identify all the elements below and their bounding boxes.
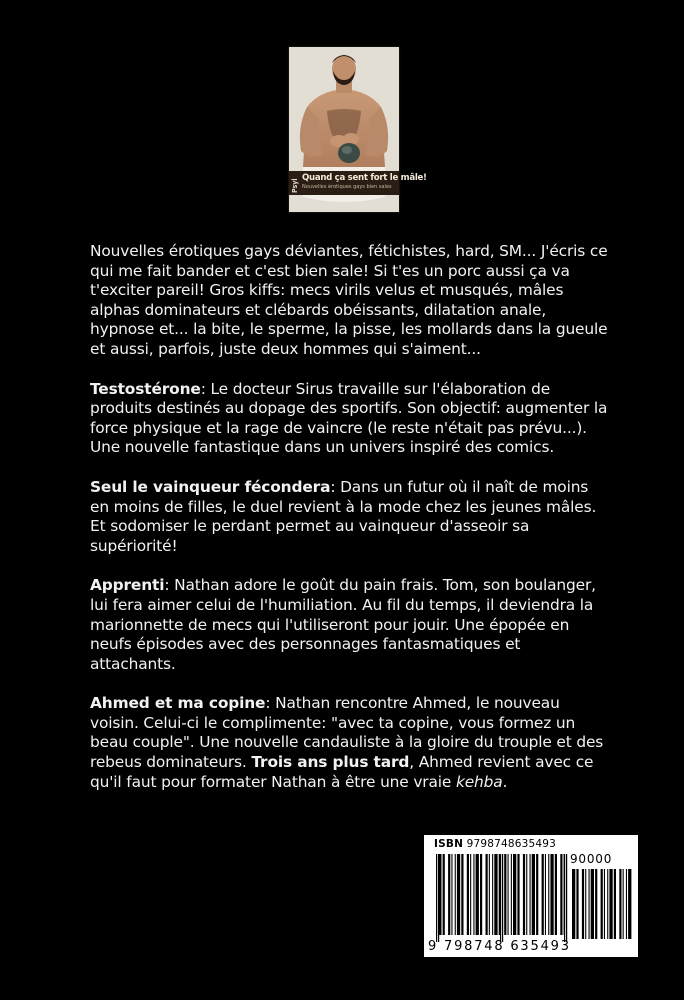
addon-bar [585,869,586,939]
isbn-prefix: ISBN [434,838,464,850]
sequel-title: Trois ans plus tard [251,753,410,772]
addon-bar [572,869,575,939]
story-title: Testostérone [90,379,201,398]
barcode-bar [480,854,482,935]
book-description [90,242,610,812]
barcode-bar [513,854,516,935]
publisher-logo: Psyl [291,178,299,193]
barcode-bar [461,854,463,935]
addon-bar [626,869,627,939]
barcode-guard-bar [502,854,503,942]
price-code: 90000 [570,852,613,866]
story-text: : Dans un futur où il naît de moins en moins de filles, le duel revient à la mode chez les jeunes mâles. Et sodomiser le perdant permet au vainqueur d'asseoir sa supériorité! [90,477,597,555]
addon-bar [595,869,597,939]
barcode-bar [494,854,497,935]
barcode-bar [455,854,456,935]
barcode-guard-bar [436,854,437,942]
addon-bar [601,869,603,939]
story-title: Ahmed et ma copine [90,694,266,713]
barcode-guard-bar [566,854,567,942]
barcode-guard-bar [500,854,501,942]
story-text: : Le docteur Sirus travaille sur l'élaboration de produits destinés au dopage des sportifs. Son objectif: augmenter la force physique et la rage de vaincre (le reste n'était pas prévu...). Une nouvelle fantastique dans un univers inspiré des comics. [90,379,608,457]
barcode-bar [504,854,506,935]
barcode-bar [545,854,546,935]
cover-thumbnail [289,47,427,212]
barcode-bar [476,854,479,935]
story-paragraph-testosterone [90,380,610,458]
story-text: : Nathan rencontre Ahmed, le nouveau voisin. Celui-ci le complimente: "avec ta copine, vous formez un beau couple". Une nouvelle candauliste à la gloire du trouple et des rebeus dominateurs. [90,694,604,772]
story-text-end: . [502,772,508,791]
barcode-bar [508,854,509,935]
story-text: , Ahmed revient avec ce qu'il faut pour formater Nathan à être une vraie [90,753,594,791]
addon-bar [604,869,605,939]
cover-title: Quand ça sent fort le mâle! [302,173,427,183]
barcode-bar [448,854,450,935]
barcode-bar [536,854,538,935]
addon-bar [576,869,578,939]
addon-bar [589,869,590,939]
story-title: Seul le vainqueur fécondera [90,477,331,496]
barcode-bar [486,854,488,935]
story-paragraph-ahmed [90,694,610,792]
barcode-bar [560,854,562,935]
story-paragraph-seul-le-vainqueur [90,478,610,556]
isbn-barcode [424,835,638,957]
barcode-bar [451,854,452,935]
barcode-bar [526,854,527,935]
barcode-bar [555,854,557,935]
addon-bar [614,869,616,939]
barcode-bar [517,854,519,935]
story-paragraph-apprenti [90,576,610,674]
barcode-bar [542,854,544,935]
isbn-number: 9798748635493 [466,838,557,850]
barcode-bar [523,854,525,935]
story-text: : Nathan adore le goût du pain frais. Tom, son boulanger, lui fera aimer celui de l'humiliation. Au fil du temps, il deviendra la marionnette de mecs qui l'utiliseront pour jouir. Une épopée en neufs épisodes avec des personnages fantasmatiques et attachants. [90,576,596,673]
barcode-bar [489,854,490,935]
cover-subtitle: Nouvelles érotiques gays bien sales [302,184,392,190]
barcode-bar [467,854,469,935]
addon-bar [607,869,608,939]
barcode-bar [473,854,474,935]
barcode-bar [550,854,553,935]
barcode-bar [511,854,512,935]
barcode-bar [530,854,531,935]
barcode-bar [443,854,445,935]
addon-bar [582,869,584,939]
barcode-guard-bar [564,854,565,942]
barcode-bar [548,854,549,935]
intro-paragraph: Nouvelles érotiques gays déviantes, fétichistes, hard, SM... J'écris ce qui me fait bander et c'est bien sale! Si t'es un porc aussi ça va t'exciter pareil! Gros kiffs: mecs virils velus et musqués, mâles alphas dominateurs et clébards obéissants, dilatation anale, hypnose et... la bite, le sperme, la pisse, les mollards dans la gueule et aussi, parfois, juste deux hommes qui s'aiment... [90,242,608,358]
addon-bar [619,869,621,939]
barcode-guard-bar [438,854,439,942]
barcode-bar [492,854,493,935]
addon-bar [628,869,631,939]
barcode-digits: 9 798748 635493 [428,939,571,954]
barcode-bar [457,854,460,935]
addon-bar [609,869,612,939]
addon-bar [591,869,594,939]
cover-title-banner [289,171,427,195]
barcode-bar [532,854,535,935]
barcode-bar [470,854,471,935]
story-title: Apprenti [90,576,165,595]
italic-word: kehba [455,772,503,791]
addon-bar [623,869,624,939]
